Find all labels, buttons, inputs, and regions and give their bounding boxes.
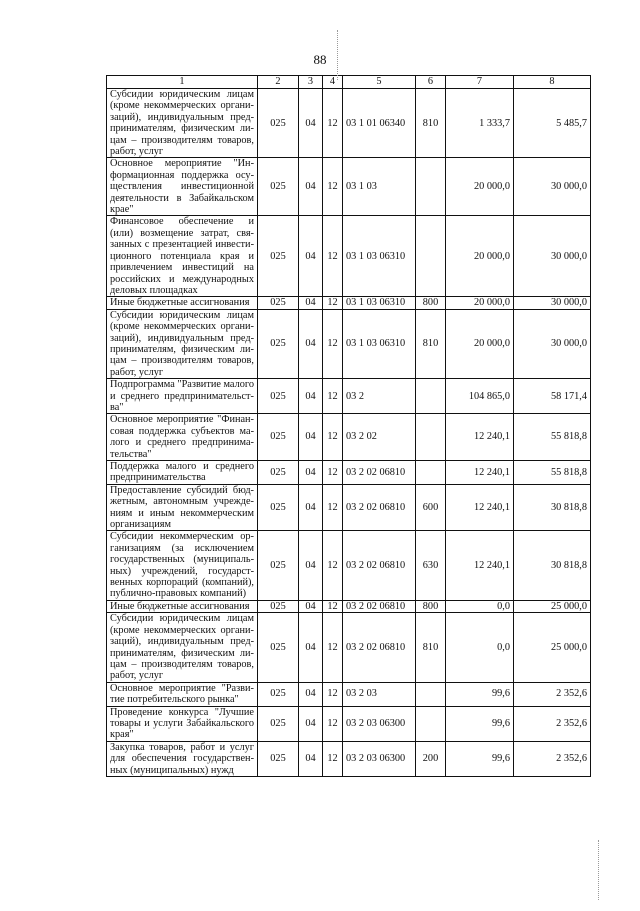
row-name: Субсидии некоммерческим ор-ганизациям (за исключением государственных (муниципаль-ных) учреждений, государст-венных корпораций (компаний), публично-правовых компаний) bbox=[107, 531, 258, 600]
subsection-code: 12 bbox=[323, 379, 343, 414]
admin-code: 025 bbox=[258, 741, 299, 776]
amount-col8: 58 171,4 bbox=[514, 379, 591, 414]
expense-type-code bbox=[416, 158, 446, 216]
amount-col8: 2 352,6 bbox=[514, 706, 591, 741]
amount-col7: 99,6 bbox=[446, 706, 514, 741]
subsection-code: 12 bbox=[323, 484, 343, 531]
section-code: 04 bbox=[299, 682, 323, 706]
subsection-code: 12 bbox=[323, 682, 343, 706]
row-name: Основное мероприятие "Разви-тие потребительского рынка" bbox=[107, 682, 258, 706]
target-article-code: 03 1 03 bbox=[343, 158, 416, 216]
section-code: 04 bbox=[299, 297, 323, 309]
amount-col7: 12 240,1 bbox=[446, 414, 514, 461]
target-article-code: 03 2 02 bbox=[343, 414, 416, 461]
subsection-code: 12 bbox=[323, 613, 343, 682]
subsection-code: 12 bbox=[323, 461, 343, 485]
row-name: Основное мероприятие "Ин-формационная поддержка осу-ществления инвестиционной деятельности в Забайкальском крае" bbox=[107, 158, 258, 216]
expense-type-code: 800 bbox=[416, 297, 446, 309]
admin-code: 025 bbox=[258, 531, 299, 600]
section-code: 04 bbox=[299, 613, 323, 682]
row-name: Иные бюджетные ассигнования bbox=[107, 600, 258, 612]
amount-col8: 55 818,8 bbox=[514, 414, 591, 461]
target-article-code: 03 1 03 06310 bbox=[343, 309, 416, 378]
amount-col8: 30 000,0 bbox=[514, 309, 591, 378]
amount-col8: 30 000,0 bbox=[514, 297, 591, 309]
subsection-code: 12 bbox=[323, 600, 343, 612]
table-row bbox=[107, 741, 591, 776]
expense-type-code bbox=[416, 682, 446, 706]
expense-type-code bbox=[416, 414, 446, 461]
admin-code: 025 bbox=[258, 379, 299, 414]
expense-type-code bbox=[416, 706, 446, 741]
subsection-code: 12 bbox=[323, 216, 343, 297]
header-cell: 8 bbox=[514, 76, 591, 89]
section-code: 04 bbox=[299, 414, 323, 461]
header-cell: 5 bbox=[343, 76, 416, 89]
target-article-code: 03 2 03 06300 bbox=[343, 706, 416, 741]
header-cell: 3 bbox=[299, 76, 323, 89]
admin-code: 025 bbox=[258, 309, 299, 378]
amount-col7: 104 865,0 bbox=[446, 379, 514, 414]
subsection-code: 12 bbox=[323, 89, 343, 158]
header-cell: 1 bbox=[107, 76, 258, 89]
expense-type-code bbox=[416, 216, 446, 297]
amount-col8: 30 818,8 bbox=[514, 531, 591, 600]
table-row bbox=[107, 600, 591, 612]
header-row bbox=[107, 76, 591, 89]
section-code: 04 bbox=[299, 216, 323, 297]
admin-code: 025 bbox=[258, 613, 299, 682]
admin-code: 025 bbox=[258, 414, 299, 461]
expense-type-code bbox=[416, 379, 446, 414]
amount-col7: 12 240,1 bbox=[446, 531, 514, 600]
amount-col8: 5 485,7 bbox=[514, 89, 591, 158]
table-row bbox=[107, 309, 591, 378]
target-article-code: 03 2 03 bbox=[343, 682, 416, 706]
amount-col7: 12 240,1 bbox=[446, 461, 514, 485]
expense-type-code: 600 bbox=[416, 484, 446, 531]
subsection-code: 12 bbox=[323, 414, 343, 461]
row-name: Субсидии юридическим лицам (кроме некоммерческих органи-заций), индивидуальным пред-принимателям, физическим ли-цам – производителям товаров, работ, услуг bbox=[107, 613, 258, 682]
expense-type-code: 810 bbox=[416, 613, 446, 682]
table-row bbox=[107, 216, 591, 297]
amount-col8: 2 352,6 bbox=[514, 682, 591, 706]
section-code: 04 bbox=[299, 600, 323, 612]
target-article-code: 03 2 02 06810 bbox=[343, 600, 416, 612]
section-code: 04 bbox=[299, 379, 323, 414]
target-article-code: 03 2 02 06810 bbox=[343, 613, 416, 682]
budget-table bbox=[106, 75, 591, 777]
target-article-code: 03 2 02 06810 bbox=[343, 484, 416, 531]
admin-code: 025 bbox=[258, 484, 299, 531]
table-row bbox=[107, 297, 591, 309]
section-code: 04 bbox=[299, 461, 323, 485]
subsection-code: 12 bbox=[323, 741, 343, 776]
amount-col7: 1 333,7 bbox=[446, 89, 514, 158]
subsection-code: 12 bbox=[323, 706, 343, 741]
target-article-code: 03 2 bbox=[343, 379, 416, 414]
admin-code: 025 bbox=[258, 682, 299, 706]
amount-col8: 30 000,0 bbox=[514, 158, 591, 216]
table-row bbox=[107, 484, 591, 531]
table-row bbox=[107, 414, 591, 461]
amount-col7: 20 000,0 bbox=[446, 309, 514, 378]
row-name: Проведение конкурса "Лучшие товары и услуги Забайкальского края" bbox=[107, 706, 258, 741]
row-name: Субсидии юридическим лицам (кроме некоммерческих органи-заций), индивидуальным пред-принимателям, физическим ли-цам – производителям товаров, работ, услуг bbox=[107, 309, 258, 378]
section-code: 04 bbox=[299, 484, 323, 531]
amount-col7: 20 000,0 bbox=[446, 158, 514, 216]
header-cell: 4 bbox=[323, 76, 343, 89]
admin-code: 025 bbox=[258, 216, 299, 297]
amount-col8: 30 000,0 bbox=[514, 216, 591, 297]
expense-type-code: 810 bbox=[416, 309, 446, 378]
subsection-code: 12 bbox=[323, 158, 343, 216]
amount-col7: 99,6 bbox=[446, 741, 514, 776]
section-code: 04 bbox=[299, 89, 323, 158]
amount-col7: 0,0 bbox=[446, 600, 514, 612]
admin-code: 025 bbox=[258, 297, 299, 309]
table-row bbox=[107, 379, 591, 414]
expense-type-code: 200 bbox=[416, 741, 446, 776]
amount-col8: 25 000,0 bbox=[514, 600, 591, 612]
table-row bbox=[107, 531, 591, 600]
target-article-code: 03 2 03 06300 bbox=[343, 741, 416, 776]
table-row bbox=[107, 706, 591, 741]
section-code: 04 bbox=[299, 531, 323, 600]
amount-col8: 25 000,0 bbox=[514, 613, 591, 682]
table-row bbox=[107, 461, 591, 485]
table-row bbox=[107, 158, 591, 216]
admin-code: 025 bbox=[258, 600, 299, 612]
amount-col8: 55 818,8 bbox=[514, 461, 591, 485]
header-cell: 7 bbox=[446, 76, 514, 89]
amount-col7: 99,6 bbox=[446, 682, 514, 706]
section-code: 04 bbox=[299, 706, 323, 741]
row-name: Субсидии юридическим лицам (кроме некоммерческих органи-заций), индивидуальным пред-принимателям, физическим ли-цам – производителям товаров, работ, услуг bbox=[107, 89, 258, 158]
amount-col7: 20 000,0 bbox=[446, 297, 514, 309]
table-row bbox=[107, 682, 591, 706]
row-name: Закупка товаров, работ и услуг для обеспечения государствен-ных (муниципальных) нужд bbox=[107, 741, 258, 776]
page-number: 88 bbox=[313, 52, 327, 67]
admin-code: 025 bbox=[258, 89, 299, 158]
subsection-code: 12 bbox=[323, 309, 343, 378]
target-article-code: 03 1 01 06340 bbox=[343, 89, 416, 158]
admin-code: 025 bbox=[258, 158, 299, 216]
amount-col8: 30 818,8 bbox=[514, 484, 591, 531]
target-article-code: 03 2 02 06810 bbox=[343, 461, 416, 485]
row-name: Основное мероприятие "Финан-совая поддержка субъектов ма-лого и среднего предпринима-тельства" bbox=[107, 414, 258, 461]
scan-artifact-line bbox=[337, 30, 338, 80]
target-article-code: 03 1 03 06310 bbox=[343, 297, 416, 309]
subsection-code: 12 bbox=[323, 297, 343, 309]
target-article-code: 03 1 03 06310 bbox=[343, 216, 416, 297]
expense-type-code: 800 bbox=[416, 600, 446, 612]
table-row bbox=[107, 613, 591, 682]
expense-type-code bbox=[416, 461, 446, 485]
subsection-code: 12 bbox=[323, 531, 343, 600]
expense-type-code: 630 bbox=[416, 531, 446, 600]
row-name: Предоставление субсидий бюд-жетным, автономным учрежде-ниям и иным некоммерческим организациям bbox=[107, 484, 258, 531]
admin-code: 025 bbox=[258, 706, 299, 741]
section-code: 04 bbox=[299, 309, 323, 378]
header-cell: 2 bbox=[258, 76, 299, 89]
expense-type-code: 810 bbox=[416, 89, 446, 158]
section-code: 04 bbox=[299, 158, 323, 216]
scan-artifact-line bbox=[598, 840, 599, 900]
amount-col7: 20 000,0 bbox=[446, 216, 514, 297]
target-article-code: 03 2 02 06810 bbox=[343, 531, 416, 600]
amount-col8: 2 352,6 bbox=[514, 741, 591, 776]
admin-code: 025 bbox=[258, 461, 299, 485]
row-name: Финансовое обеспечение и (или) возмещение затрат, свя-занных с презентацией инвести-ционного потенциала края и привлечением инвестиций на российских и международных деловых площадках bbox=[107, 216, 258, 297]
header-cell: 6 bbox=[416, 76, 446, 89]
table-row bbox=[107, 89, 591, 158]
section-code: 04 bbox=[299, 741, 323, 776]
amount-col7: 12 240,1 bbox=[446, 484, 514, 531]
row-name: Поддержка малого и среднего предпринимательства bbox=[107, 461, 258, 485]
amount-col7: 0,0 bbox=[446, 613, 514, 682]
row-name: Иные бюджетные ассигнования bbox=[107, 297, 258, 309]
row-name: Подпрограмма "Развитие малого и среднего предпринимательст-ва" bbox=[107, 379, 258, 414]
